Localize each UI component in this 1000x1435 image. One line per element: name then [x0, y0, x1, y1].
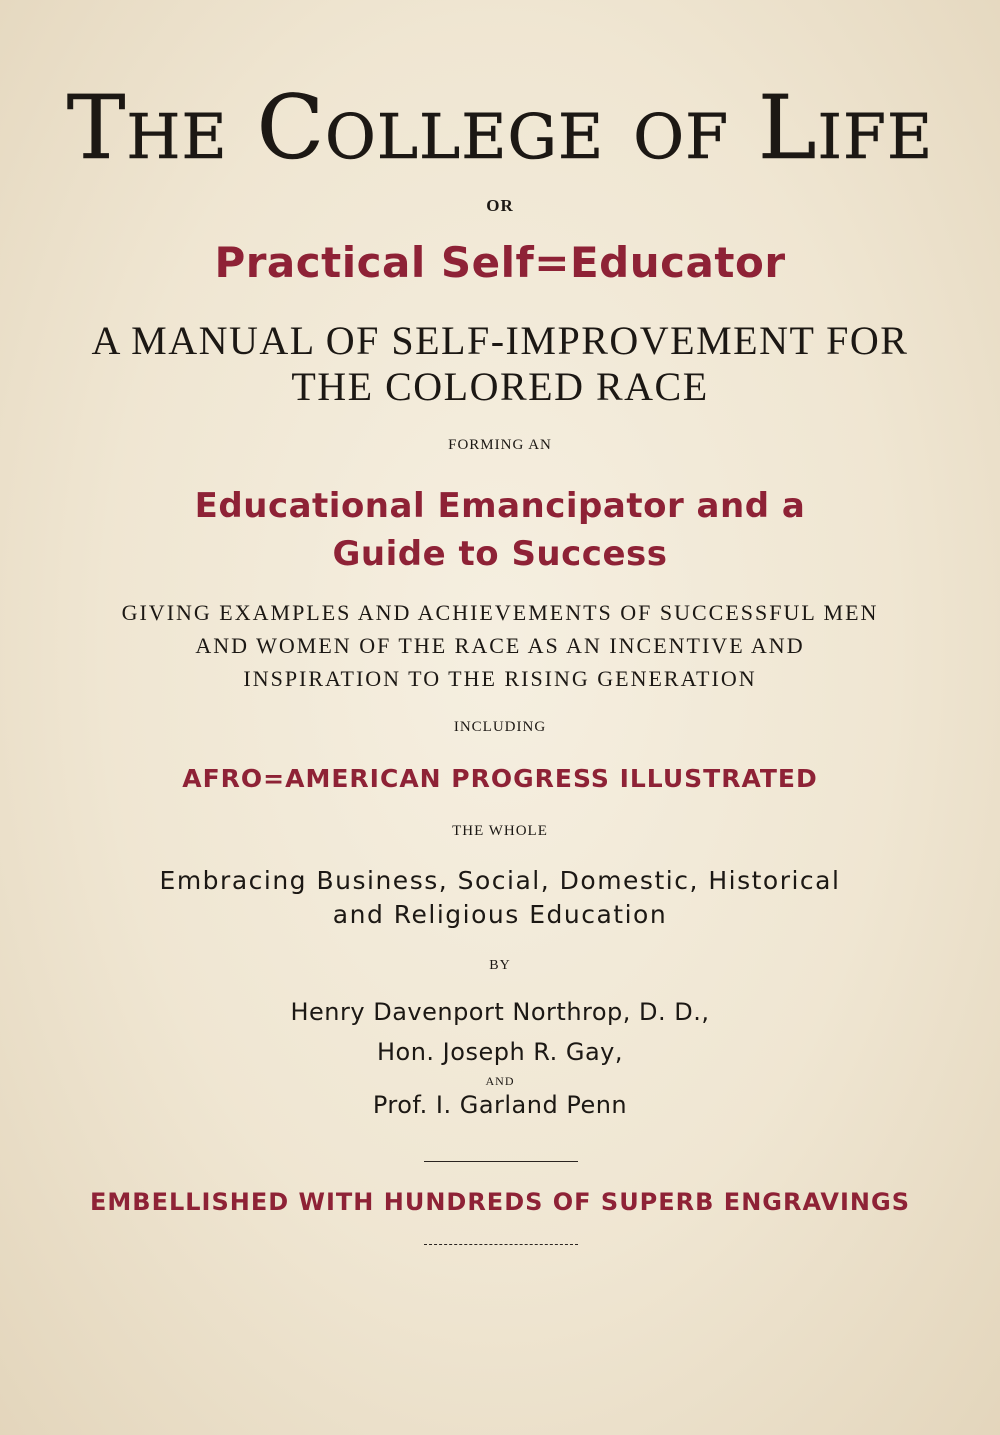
author-penn: Prof. I. Garland Penn — [372, 1091, 628, 1119]
author-northrop: Henry Davenport Northrop, D. D., — [290, 998, 710, 1026]
manual-line-1: A MANUAL OF SELF-IMPROVEMENT FOR — [91, 318, 909, 363]
giving-line-3: INSPIRATION TO THE RISING GENERATION — [243, 666, 757, 691]
and-connector: AND — [485, 1074, 515, 1088]
or-connector: OR — [486, 196, 514, 215]
book-title: The College of Life — [66, 76, 934, 179]
embellished-text: EMBELLISHED WITH HUNDREDS OF SUPERB ENGRAVINGS — [90, 1188, 910, 1216]
manual-description — [0, 318, 1000, 410]
the-whole-text: THE WHOLE — [452, 823, 548, 839]
embracing-text — [0, 864, 1000, 932]
manual-line-2: THE COLORED RACE — [291, 364, 709, 409]
giving-line-1: GIVING EXAMPLES AND ACHIEVEMENTS OF SUCCESSFUL MEN — [121, 600, 879, 625]
book-subtitle: Practical Self=Educator — [214, 238, 786, 287]
giving-examples-text — [0, 596, 1000, 695]
emancipator-heading — [0, 482, 1000, 578]
author-gay: Hon. Joseph R. Gay, — [376, 1038, 624, 1066]
divider-top — [424, 1161, 578, 1162]
emancipator-line-2: Guide to Success — [332, 534, 668, 574]
including-text: INCLUDING — [453, 719, 547, 735]
by-text: BY — [489, 958, 511, 973]
forming-an-text: FORMING AN — [448, 437, 552, 453]
giving-line-2: AND WOMEN OF THE RACE AS AN INCENTIVE AND — [195, 633, 805, 658]
divider-bottom — [424, 1244, 578, 1245]
afro-american-progress-heading: AFRO=AMERICAN PROGRESS ILLUSTRATED — [182, 764, 818, 793]
embracing-line-1: Embracing Business, Social, Domestic, Historical — [159, 866, 841, 895]
emancipator-line-1: Educational Emancipator and a — [194, 486, 806, 526]
embracing-line-2: and Religious Education — [332, 900, 668, 929]
